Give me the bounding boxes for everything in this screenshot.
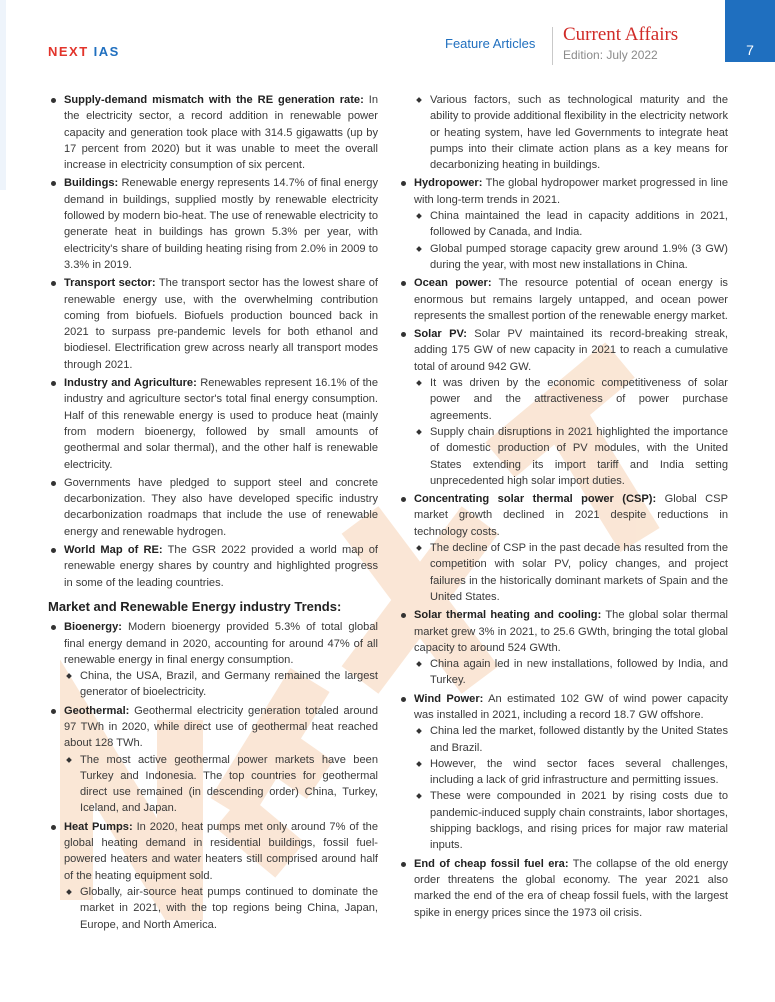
- item-label: Transport sector:: [64, 277, 156, 290]
- item-label: Industry and Agriculture:: [64, 377, 197, 390]
- logo[interactable]: [48, 44, 120, 59]
- list-item: [48, 619, 378, 668]
- sub-list-item: Supply chain disruptions in 2021 highlighted the importance of domestic production of PV modules, with the United States extending its import tariff and India setting unprecedented high solar import duties.: [398, 424, 728, 489]
- sub-list-item: However, the wind sector faces several challenges, including a lack of grid infrastructure and permitting issues.: [398, 756, 728, 789]
- list-item: [48, 819, 378, 884]
- sub-list-item: China again led in new installations, followed by India, and Turkey.: [398, 656, 728, 689]
- publication-title: Current Affairs: [563, 24, 679, 45]
- item-text: The collapse of the old energy order threatens the global economy. The year 2021 also marked the end of the era of cheap fossil fuels, with the largest spike in energy prices since the 1973 oil crisis.: [414, 857, 728, 919]
- list-item: [48, 175, 378, 273]
- item-label: Solar thermal heating and cooling:: [414, 609, 602, 622]
- header-divider: [552, 27, 553, 65]
- list-item: [48, 703, 378, 752]
- list-item: [48, 92, 378, 173]
- item-text: The global hydropower market progressed in line with long-term trends in 2021.: [414, 177, 728, 206]
- sub-list-item: China maintained the lead in capacity additions in 2021, followed by Canada, and India.: [398, 208, 728, 241]
- sub-list-item: The most active geothermal power markets have been Turkey and Indonesia. The top countries for geothermal direct use remained (in descending order) China, Turkey, Iceland, and Japan.: [48, 752, 378, 817]
- item-text: The transport sector has the lowest share of renewable energy use, with the overwhelming contribution coming from biofuels. Biofuels production bounced back in 2021 to surpass pre-pandemic levels for both ethanol and biodiesel. Electrification grew across nearly all transport modes through 2021.: [64, 277, 378, 371]
- item-text: Renewable energy represents 14.7% of final energy demand in buildings, supplied mostly by renewable electricity followed by modern bio-heat. The use of renewable electricity to generate heat in buildings has grown 5.3% per year, with electricity's share of building heating rising from 2.0% in 2009 to 3.3% in 2019.: [64, 177, 378, 271]
- item-label: Supply-demand mismatch with the RE generation rate:: [64, 94, 364, 106]
- list-item: [398, 326, 728, 375]
- list-item: [398, 691, 728, 724]
- item-label: Ocean power:: [414, 277, 492, 290]
- item-text: Global CSP market growth declined in 2021 despite reductions in technology costs.: [414, 493, 728, 538]
- item-label: Buildings:: [64, 177, 119, 190]
- item-label: Hydropower:: [414, 177, 483, 190]
- sub-list-item: China led the market, followed distantly by the United States and Brazil.: [398, 723, 728, 756]
- item-text: Renewables represent 16.1% of the industry and agriculture sector's total final energy consumption. Half of this renewable energy is used to produce heat (mainly from modern bioenergy, followed by small amounts of geothermal and solar thermal), and the other half is renewable electricity.: [64, 377, 379, 471]
- edition-label: Edition: July 2022: [563, 48, 658, 62]
- sub-list-item: China, the USA, Brazil, and Germany remained the largest generator of bioelectricity.: [48, 668, 378, 701]
- item-text: The resource potential of ocean energy is enormous but remains largely untapped, and ocean power represents the smallest portion of the renewable energy market.: [414, 277, 728, 322]
- page-number: 7: [725, 0, 775, 62]
- item-label: Solar PV:: [414, 328, 467, 341]
- sub-list-item: The decline of CSP in the past decade has resulted from the competition with solar PV, policy changes, and project failures in the historically dominant markets of Spain and the United States.: [398, 540, 728, 605]
- item-text: In 2020, heat pumps met only around 7% of the global heating demand in residential buildings, fossil fuel-powered heaters and water heaters still comprised around half of the heating equipment sold.: [64, 820, 379, 882]
- sub-list-item: It was driven by the economic competitiveness of solar power and the attractiveness of power purchase agreements.: [398, 375, 728, 424]
- list-item: [398, 275, 728, 324]
- item-text: Modern bioenergy provided 5.3% of total global final energy demand in 2020, accounting for around 47% of all renewable energy in final energy consumption.: [64, 621, 378, 666]
- item-label: Wind Power:: [414, 692, 484, 705]
- item-text: Solar PV maintained its record-breaking streak, adding 175 GW of new capacity in 2021 to reach a cumulative total of around 942 GW.: [414, 328, 728, 373]
- sub-list-item: Globally, air-source heat pumps continued to dominate the market in 2021, with the top regions being China, Japan, Europe, and North America.: [48, 884, 378, 933]
- item-label: Concentrating solar thermal power (CSP):: [414, 493, 657, 506]
- item-text: Governments have pledged to support steel and concrete decarbonization. They also have developed specific industry decarbonization roadmaps that include the use of renewable energy and renewable hydrogen.: [64, 476, 378, 538]
- item-text: The global solar thermal market grew 3% in 2021, to 25.6 GWth, bringing the total global capacity to around 524 GWth.: [414, 609, 728, 654]
- list-item: [48, 475, 378, 540]
- item-label: Geothermal:: [64, 704, 130, 717]
- sub-list-item: Global pumped storage capacity grew around 1.9% (3 GW) during the year, with most new installations in China.: [398, 241, 728, 274]
- section-heading: Market and Renewable Energy industry Trends:: [48, 598, 342, 614]
- right-column: [398, 92, 728, 921]
- section-label: Feature Articles: [445, 36, 536, 51]
- left-column: [48, 92, 378, 933]
- page-header: [0, 0, 775, 75]
- item-label: Heat Pumps:: [64, 820, 133, 833]
- item-label: World Map of RE:: [64, 544, 163, 557]
- list-item: [48, 542, 378, 591]
- item-text: Geothermal electricity generation totaled around 97 TWh in 2020, while direct use of geothermal heat reached about 128 TWh.: [64, 704, 378, 750]
- list-item: [398, 607, 728, 656]
- item-text: In the electricity sector, a record addition in renewable power capacity and generation took place with 314.5 gigawatts (up by 17 percent from 2020) but it was unable to meet the overall increase in electricity consumption of six percent.: [64, 94, 378, 172]
- list-item: [398, 175, 728, 208]
- item-label: Bioenergy:: [64, 621, 122, 634]
- logo-ias: IAS: [93, 44, 120, 59]
- item-label: End of cheap fossil fuel era:: [414, 857, 569, 870]
- sub-list-item: Various factors, such as technological maturity and the ability to provide additional flexibility in the electricity network or heating system, have led Governments to integrate heat pumps into their climate action plans as a key means for decarbonizing heating in buildings.: [398, 92, 728, 173]
- list-item: [48, 375, 378, 473]
- sub-list-item: These were compounded in 2021 by rising costs due to pandemic-induced supply chain constraints, labor shortages, shipping backlogs, and rising prices for major raw material inputs.: [398, 788, 728, 853]
- logo-next: NEXT: [48, 44, 89, 59]
- list-item: [48, 275, 378, 373]
- list-item: [398, 856, 728, 921]
- list-item: [398, 491, 728, 540]
- item-text: The GSR 2022 provided a world map of renewable energy shares by country and highlighted progress in some of the leading countries.: [64, 544, 378, 589]
- item-text: An estimated 102 GW of wind power capacity was installed in 2021, including a record 18.7 GW offshore.: [414, 692, 728, 721]
